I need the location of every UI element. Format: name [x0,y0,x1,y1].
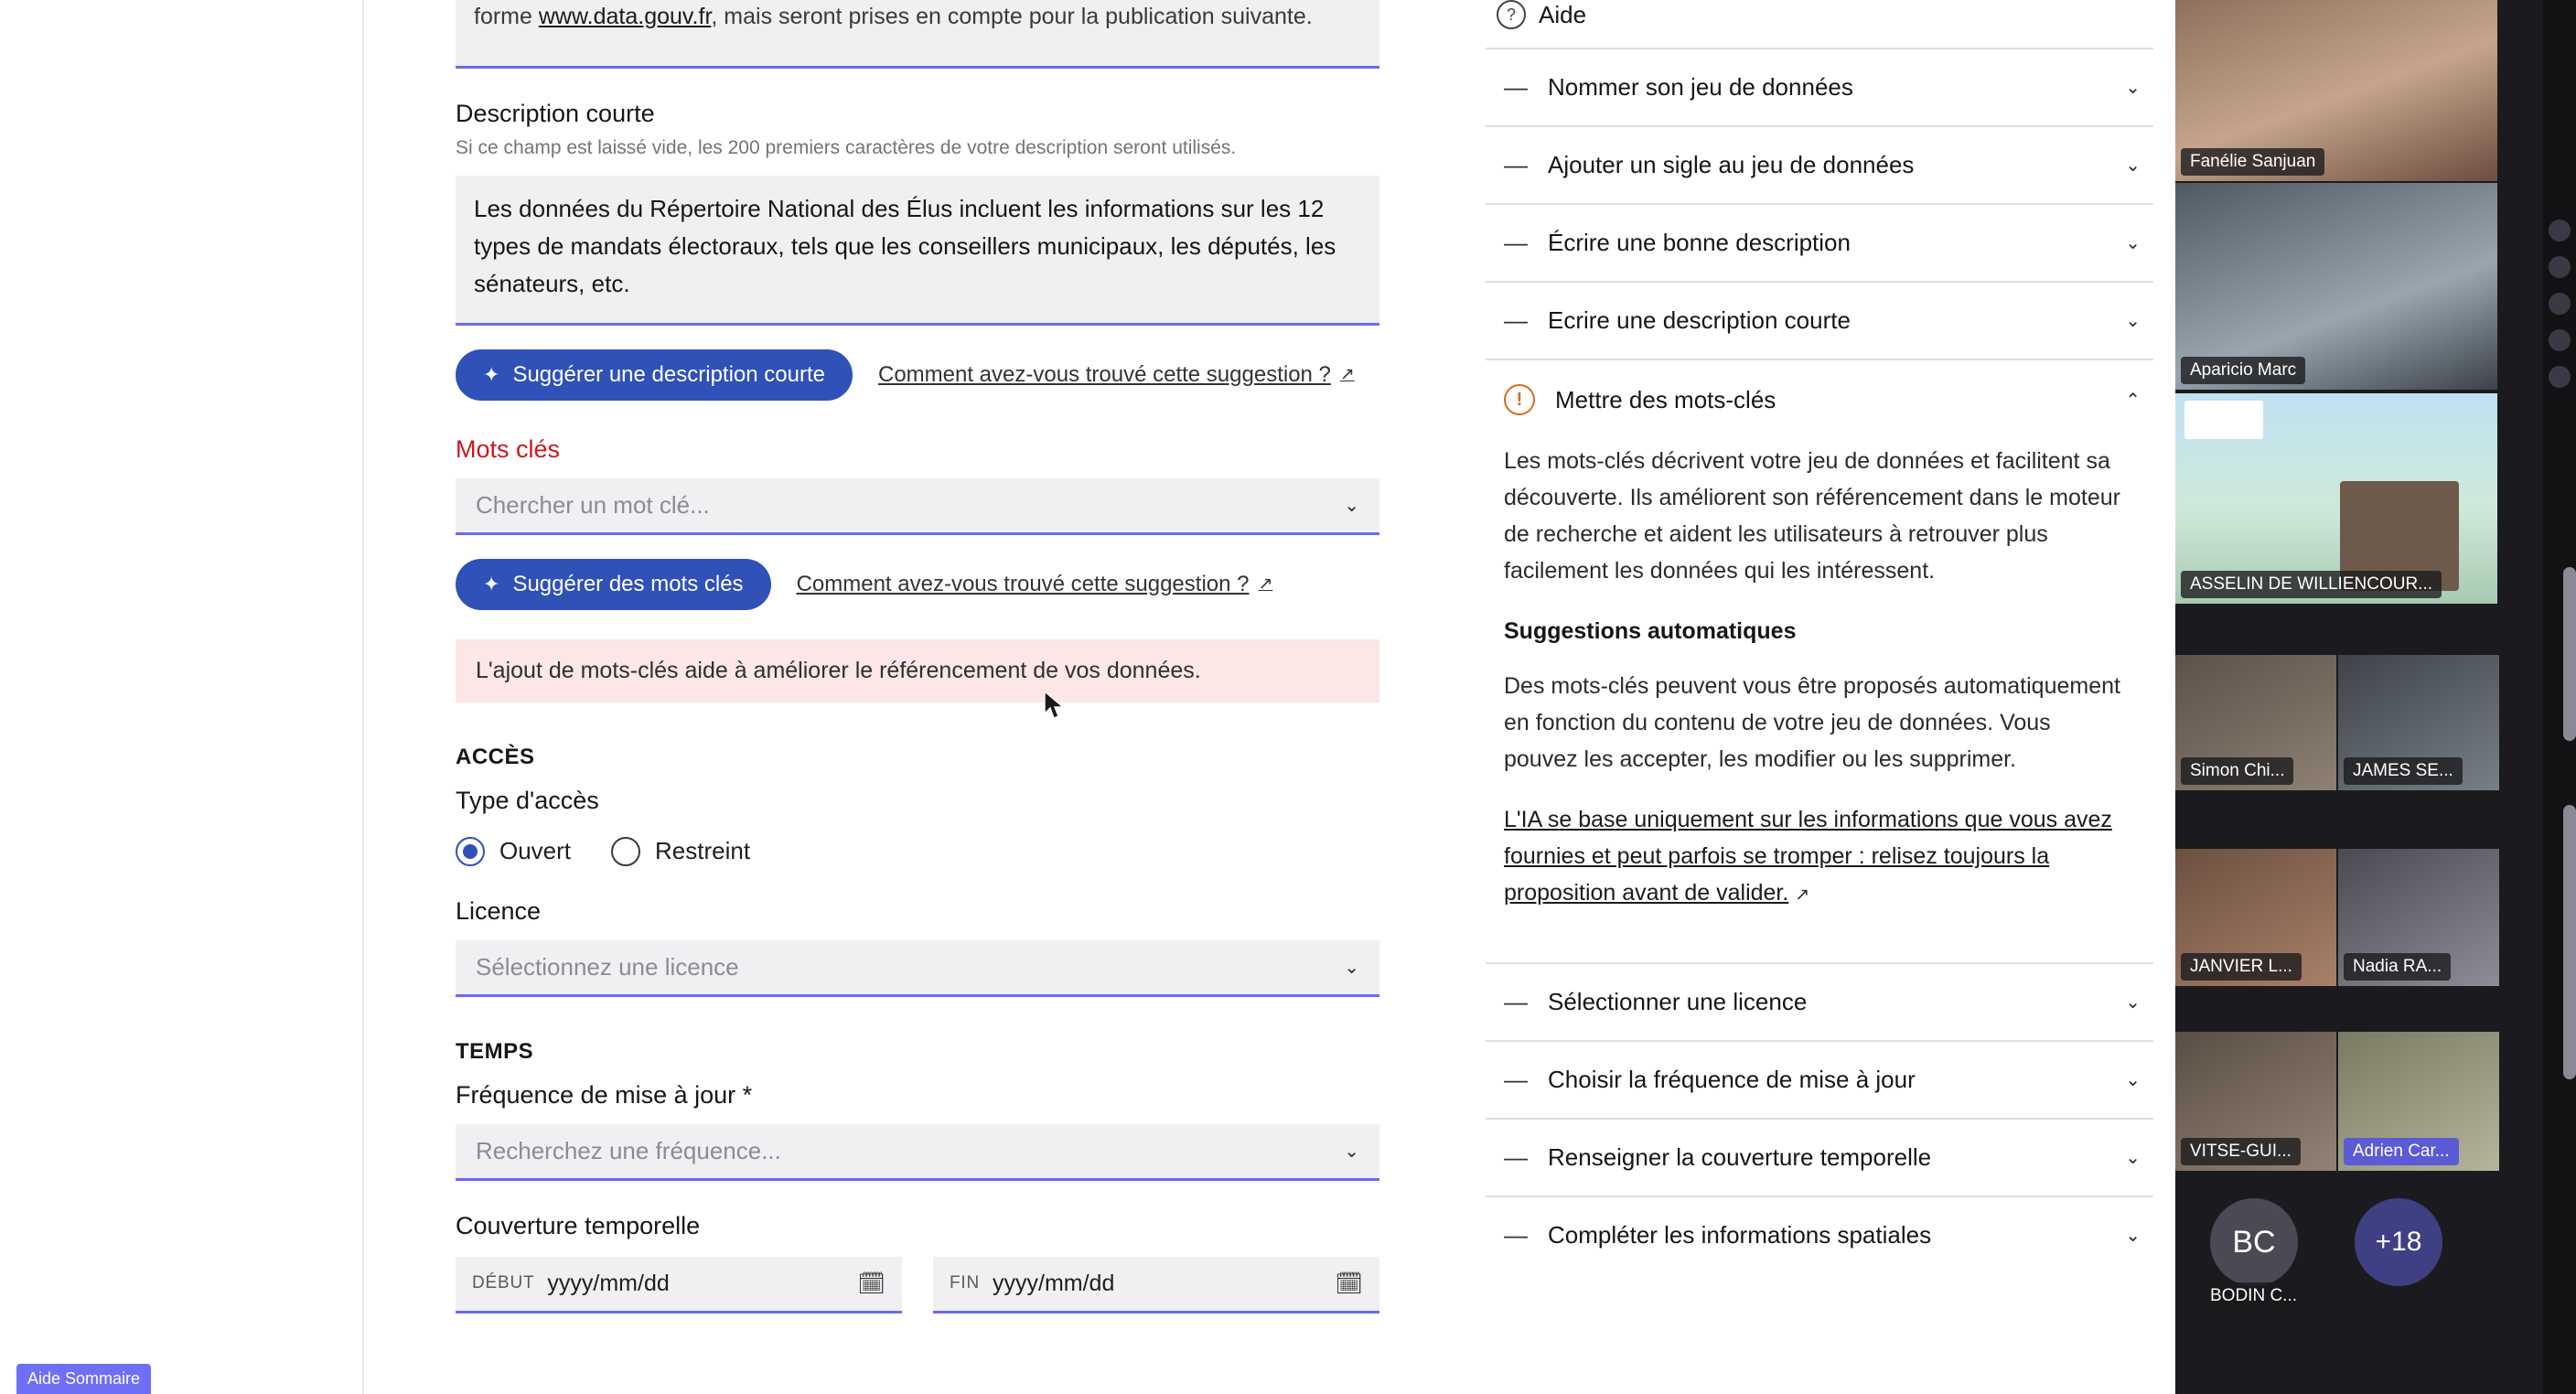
suggest-short-description-button[interactable] [456,349,853,401]
video-gap [2175,607,2497,655]
sparkle-icon: ✦ [483,362,500,386]
keywords-select[interactable] [456,478,1379,535]
sparkle-icon: ✦ [483,572,500,595]
video-tile-nadia[interactable] [2338,849,2499,986]
dash-icon: — [1504,229,1528,256]
video-conference-panel [2175,0,2576,1394]
chevron-down-icon: ⌄ [2125,311,2141,331]
video-tile-asselin[interactable] [2175,393,2497,604]
toolbar-icon-3[interactable] [2549,293,2571,315]
help-item-sigle[interactable] [1486,125,2153,203]
video-tile-adrien[interactable] [2338,1032,2499,1171]
dash-icon: — [1504,988,1528,1015]
coverage-start-value: yyyy/mm/dd [547,1270,670,1296]
radio-icon [456,837,485,866]
help-paragraph-2: Des mots-clés peuvent vous être proposés automatiquement en fonction du contenu de votre jeu de données. Vous pouvez les accepter, les modifier ou les supprimer. [1504,673,2120,772]
keywords-label: Mots clés [456,434,561,463]
scrollbar-thumb-2[interactable] [2563,805,2576,1079]
participant-name: Nadia RA... [2344,953,2451,981]
licence-label: Licence [456,896,542,925]
help-item-description-courte[interactable] [1486,281,2153,359]
dash-icon: — [1504,1221,1528,1249]
access-option-ouvert-label: Ouvert [499,837,572,865]
help-item-couverture[interactable] [1486,1118,2153,1196]
help-item-label: Compléter les informations spatiales [1548,1221,1932,1249]
frequency-select[interactable] [456,1124,1379,1181]
alert-icon: ! [1504,384,1535,415]
data-gouv-link[interactable]: www.data.gouv.fr [538,4,712,29]
video-tile-vitse[interactable] [2175,1032,2336,1171]
help-paragraph-1: Les mots-clés décrivent votre jeu de données et facilitent sa découverte. Ils améliorent son référencement dans le moteur de recherche et aident les utilisateurs à retrouver plus facilement les données qui les intéressent. [1504,448,2120,584]
dash-icon: — [1504,306,1528,334]
meeting-side-toolbar [2543,0,2576,1394]
help-item-label: Sélectionner une licence [1548,988,1808,1015]
help-title [1486,0,2153,48]
left-gutter [0,0,362,1394]
dash-icon: — [1504,73,1528,101]
short-description-actions [456,349,1379,401]
frequency-label: Fréquence de mise à jour * [456,1080,753,1109]
access-option-restreint[interactable] [611,837,750,866]
participant-name: Aparicio Marc [2181,357,2305,384]
calendar-icon[interactable]: 🗓 [1335,1271,1363,1296]
short-description-feedback-link[interactable] [878,362,1355,388]
toolbar-icon-1[interactable] [2549,220,2571,241]
help-item-label: Ajouter un sigle au jeu de données [1548,151,1915,178]
help-item-label: Renseigner la couverture temporelle [1548,1143,1932,1171]
chevron-down-icon: ⌄ [2125,233,2141,253]
avatar: BC [2210,1198,2298,1286]
participant-name: VITSE-GUI... [2181,1138,2301,1165]
suggest-keywords-button[interactable] [456,559,771,610]
help-item-frequence[interactable] [1486,1040,2153,1118]
chevron-down-icon: ⌄ [2125,78,2141,98]
radio-icon [611,837,640,866]
help-summary-chip[interactable]: Aide Sommaire [16,1364,151,1394]
toolbar-icon-5[interactable] [2549,366,2571,388]
participant-name: JAMES SE... [2344,757,2463,785]
short-description-label: Description courte [456,99,655,127]
video-tile-bodin[interactable] [2175,1173,2499,1394]
keywords-feedback-label: Comment avez-vous trouvé cette suggestion ? [796,571,1250,596]
chevron-down-icon: ⌄ [1344,495,1359,516]
video-tile-james[interactable] [2338,655,2499,790]
frequency-placeholder: Recherchez une fréquence... [476,1136,781,1164]
help-item-label: Choisir la fréquence de mise à jour [1548,1066,1916,1093]
toolbar-icon-2[interactable] [2549,256,2571,278]
coverage-end-value: yyyy/mm/dd [993,1270,1115,1296]
help-item-licence[interactable] [1486,962,2153,1040]
calendar-icon[interactable]: 🗓 [857,1271,886,1296]
coverage-start-input[interactable] [456,1257,902,1314]
keywords-placeholder: Chercher un mot clé... [476,490,710,519]
suggest-short-description-label: Suggérer une description courte [512,361,825,387]
video-tile-simon[interactable] [2175,655,2336,790]
overflow-participants-badge[interactable]: +18 [2355,1198,2442,1286]
short-description-feedback-label: Comment avez-vous trouvé cette suggestion ? [877,361,1331,387]
coverage-start-prefix: DÉBUT [472,1273,535,1293]
access-option-ouvert[interactable] [456,837,571,866]
video-tile-aparicio[interactable] [2175,183,2497,390]
chevron-down-icon: ⌄ [2125,992,2141,1013]
chevron-up-icon: ⌃ [2125,390,2141,411]
external-link-icon: ↗ [1795,885,1810,905]
chevron-down-icon: ⌄ [2125,1226,2141,1246]
video-tile-fanelie[interactable] [2175,0,2497,181]
short-description-hint: Si ce champ est laissé vide, les 200 premiers caractères de votre description seront utilisés. [456,136,1237,158]
video-gap-3 [2175,988,2499,1032]
dataset-form-column [362,0,1434,1394]
help-panel [1434,0,2175,1394]
help-item-mots-cles[interactable] [1486,359,2153,439]
access-type-radiogroup [456,837,1379,866]
help-item-spatial[interactable] [1486,1196,2153,1273]
access-type-label: Type d'accès [456,786,599,814]
help-item-description[interactable] [1486,203,2153,281]
help-item-mots-cles-body [1486,439,2153,962]
keywords-feedback-link[interactable] [797,572,1273,597]
suggest-keywords-label: Suggérer des mots clés [512,571,744,596]
keywords-alert: L'ajout de mots-clés aide à améliorer le référencement de vos données. [456,639,1379,702]
chevron-down-icon: ⌄ [2125,155,2141,176]
licence-select[interactable] [456,940,1379,997]
help-item-label: Nommer son jeu de données [1548,73,1853,101]
dash-icon: — [1504,1066,1528,1093]
access-option-restreint-label: Restreint [655,837,751,865]
coverage-end-input[interactable] [933,1257,1379,1314]
participant-name: Simon Chi... [2181,757,2293,785]
participant-name: Adrien Car... [2344,1138,2459,1165]
help-item-label: Écrire une bonne description [1548,229,1851,256]
dash-icon: — [1504,1143,1528,1171]
participant-name: ASSELIN DE WILLIENCOUR... [2181,571,2442,598]
access-section-title: ACCÈS [456,744,535,769]
help-item-label: Mettre des mots-clés [1555,385,1776,413]
toolbar-icon-4[interactable] [2549,329,2571,351]
coverage-end-prefix: FIN [950,1273,981,1293]
time-section-title: TEMPS [456,1038,534,1064]
temporal-coverage-label: Couverture temporelle [456,1211,701,1239]
licence-placeholder: Sélectionnez une licence [476,952,739,981]
video-gap-2 [2175,792,2499,849]
keywords-actions [456,559,1379,610]
dash-icon: — [1504,151,1528,178]
short-description-input[interactable]: Les données du Répertoire National des Élus incluent les informations sur les 12 types de mandats électoraux, tels que les conseillers municipaux, les députés, les sénateurs, etc. [456,176,1379,326]
chevron-down-icon: ⌄ [1344,1141,1359,1162]
chevron-down-icon: ⌄ [1344,957,1359,978]
ai-disclaimer-link[interactable]: L'IA se base uniquement sur les informations que vous avez fournies et peut parfois se tromper : relisez toujours la proposition avant de valider. [1504,807,2112,906]
scrollbar-thumb[interactable] [2563,567,2576,741]
help-title-label: Aide [1539,0,1587,28]
external-link-icon: ↗ [1339,365,1355,385]
external-link-icon: ↗ [1258,574,1273,595]
participant-name: BODIN C... [2201,1282,2306,1310]
chevron-down-icon: ⌄ [2125,1070,2141,1090]
help-item-label: Ecrire une description courte [1548,306,1851,334]
help-subtitle: Suggestions automatiques [1504,618,1797,644]
intro-note: forme www.data.gouv.fr, mais seront prises en compte pour la publication suivante. [456,0,1379,69]
help-item-nommer[interactable] [1486,48,2153,125]
participant-name: JANVIER L... [2181,953,2302,981]
temporal-coverage-row [456,1257,1379,1314]
chevron-down-icon: ⌄ [2125,1148,2141,1168]
question-icon: ? [1497,0,1526,29]
participant-name: Fanélie Sanjuan [2181,148,2324,176]
video-tile-janvier[interactable] [2175,849,2336,986]
